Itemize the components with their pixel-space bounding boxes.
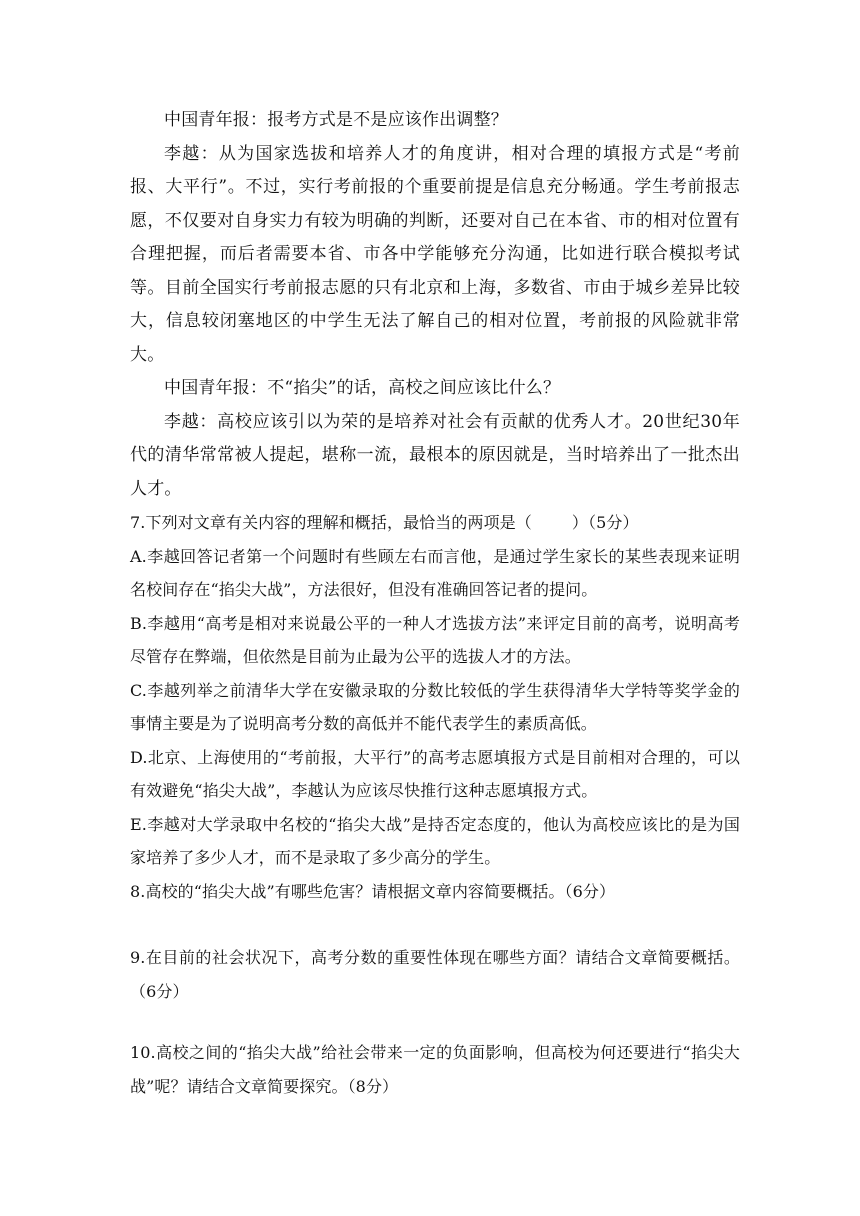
answer-space-9 <box>130 1008 740 1036</box>
question-10: 10.高校之间的“掐尖大战”给社会带来一定的负面影响，但高校为何还要进行“掐尖大战”呢？请结合文章简要探究。（8分） <box>130 1043 740 1096</box>
question-9: 9.在目前的社会状况下，高考分数的重要性体现在哪些方面？请结合文章简要概括。（6分） <box>130 948 740 1001</box>
option-b: B.李越用“高考是相对来说最公平的一种人才选拔方法”来评定目前的高考，说明高考尽管存在弊端，但依然是目前为止最为公平的选拔人才的方法。 <box>130 613 740 666</box>
interview-answer-1: 李越：从为国家选拔和培养人才的角度讲，相对合理的填报方式是“考前报、大平行”。不过，实行考前报的个重要前提是信息充分畅通。学生考前报志愿，不仅要对自身实力有较为明确的判断，还要对自己在本省、市的相对位置有合理把握，而后者需要本省、市各中学能够充分沟通，比如进行联合模拟考试等。目前全国实行考前报志愿的只有北京和上海，多数省、市由于城乡差异比较大，信息较闭塞地区的中学生无法了解自己的相对位置，考前报的风险就非常大。 <box>130 143 740 365</box>
interview-answer-2: 李越：高校应该引以为荣的是培养对社会有贡献的优秀人才。20世纪30年代的清华常常被人提起，堪称一流，最根本的原因就是，当时培养出了一批杰出人才。 <box>130 411 740 499</box>
option-e: E.李越对大学录取中名校的“掐尖大战”是持否定态度的，他认为高校应该比的是为国家培养了多少人才，而不是录取了多少高分的学生。 <box>130 814 740 867</box>
option-d: D.北京、上海使用的“考前报，大平行”的高考志愿填报方式是目前相对合理的，可以有效避免“掐尖大战”，李越认为应该尽快推行这种志愿填报方式。 <box>130 747 740 800</box>
option-c: C.李越列举之前清华大学在安徽录取的分数比较低的学生获得清华大学特等奖学金的事情主要是为了说明高考分数的高低并不能代表学生的素质高低。 <box>130 680 740 733</box>
question-7-suffix: ）（5分） <box>571 513 639 532</box>
document-page <box>130 104 740 1103</box>
answer-space-8 <box>130 908 740 941</box>
question-7 <box>130 506 740 540</box>
question-7-prefix: 7.下列对文章有关内容的理解和概括，最恰当的两项是（ <box>130 513 532 532</box>
option-a: A.李越回答记者第一个问题时有些顾左右而言他，是通过学生家长的某些表现来证明名校间存在“掐尖大战”，方法很好，但没有准确回答记者的提问。 <box>130 546 740 599</box>
interview-question-2: 中国青年报：不“掐尖”的话，高校之间应该比什么？ <box>164 378 561 398</box>
question-8: 8.高校的“掐尖大战”有哪些危害？请根据文章内容简要概括。（6分） <box>130 881 616 901</box>
interview-question-1: 中国青年报：报考方式是不是应该作出调整？ <box>164 110 508 130</box>
